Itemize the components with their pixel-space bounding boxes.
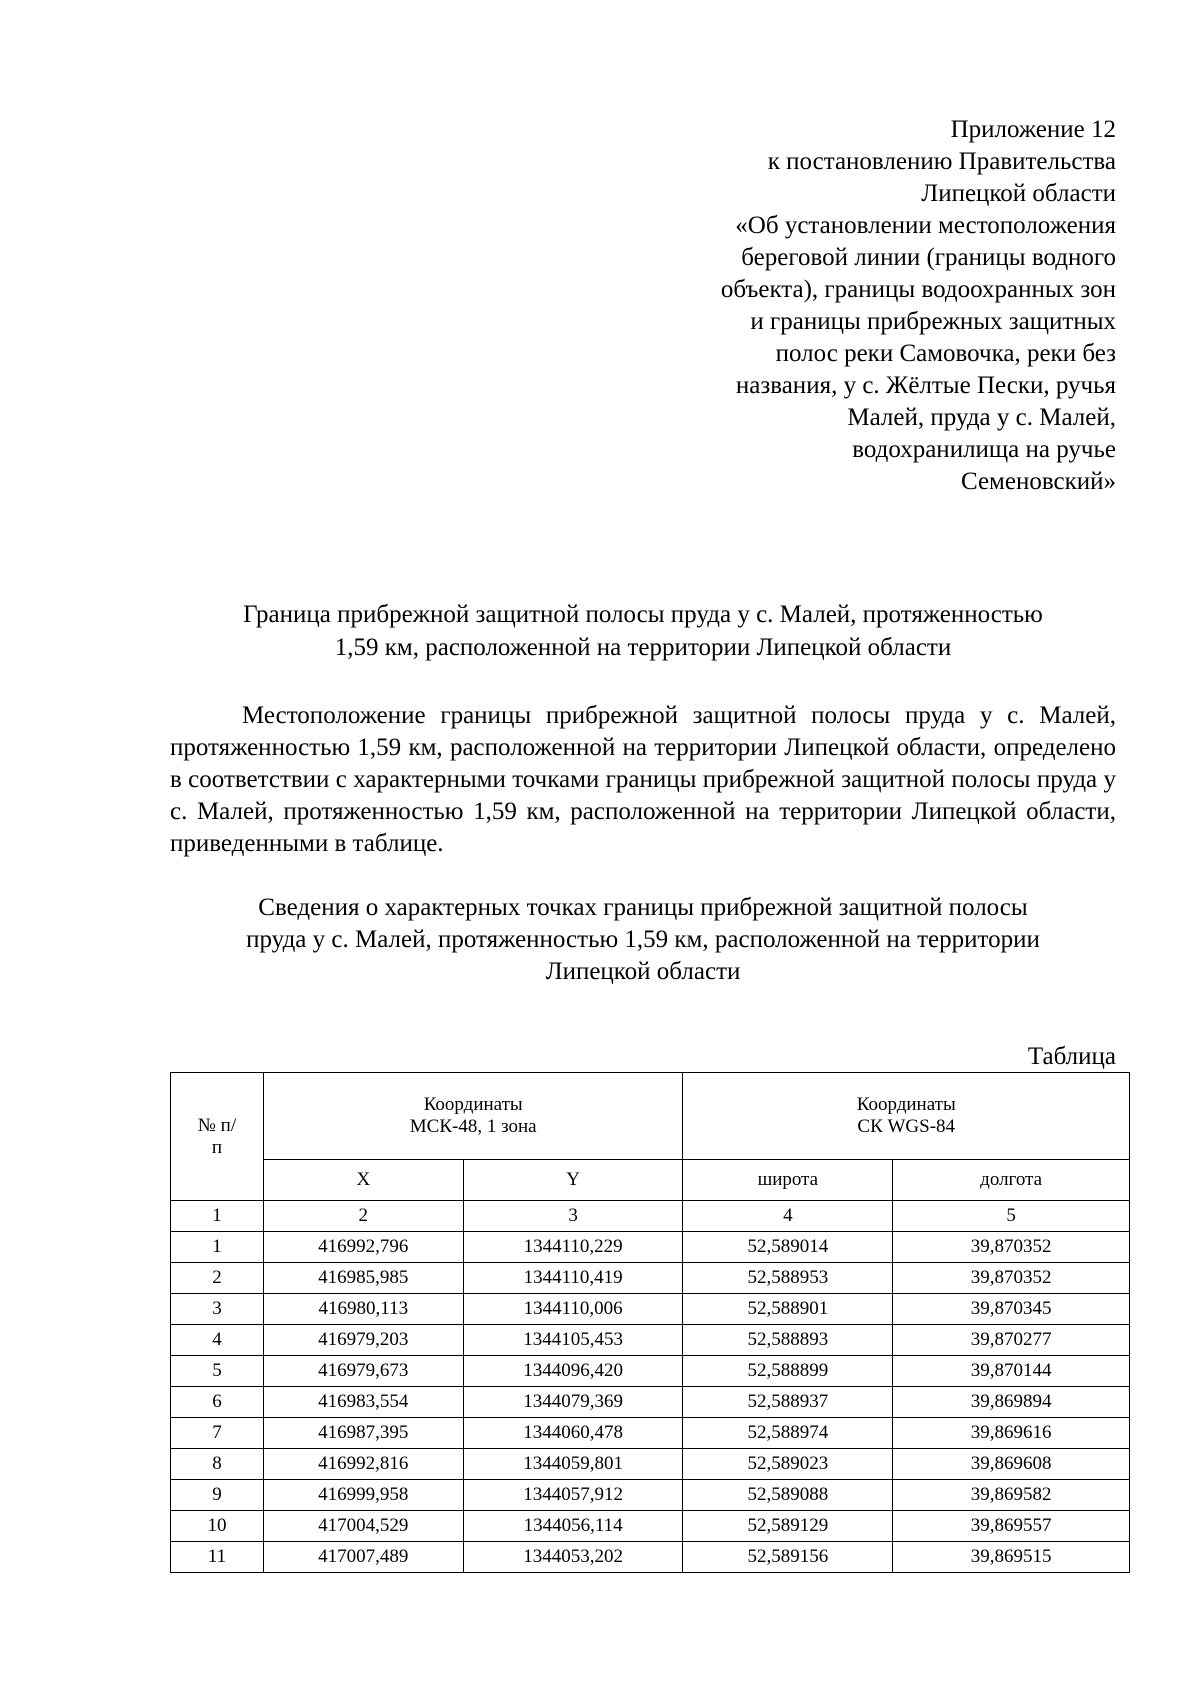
table-row: [171, 1294, 1130, 1325]
table-row: [171, 1232, 1130, 1263]
appendix-header: [556, 114, 1116, 498]
cell-num: 2: [171, 1263, 264, 1294]
cell-lat: 52,588953: [683, 1263, 893, 1294]
table-label: Таблица: [1027, 1043, 1116, 1070]
cell-num: 10: [171, 1511, 264, 1542]
cell-num: 4: [171, 1325, 264, 1356]
coordinates-table: [170, 1072, 1130, 1573]
cell-y: 1344053,202: [463, 1542, 683, 1573]
column-number: 5: [893, 1201, 1130, 1232]
cell-lon: 39,869557: [893, 1511, 1130, 1542]
header-wgs-group: [683, 1073, 1130, 1160]
document-title: [170, 598, 1116, 664]
table-row: [171, 1449, 1130, 1480]
header-x: X: [263, 1160, 463, 1201]
column-number: 4: [683, 1201, 893, 1232]
column-number-row: [171, 1201, 1130, 1232]
cell-num: 5: [171, 1356, 264, 1387]
header-num: [171, 1073, 264, 1201]
header-lon: долгота: [893, 1160, 1130, 1201]
header-y: Y: [463, 1160, 683, 1201]
cell-x: 416979,673: [263, 1356, 463, 1387]
table-title-line: Сведения о характерных точках границы прибрежной защитной полосы: [258, 894, 1028, 921]
cell-lon: 39,869582: [893, 1480, 1130, 1511]
cell-x: 416999,958: [263, 1480, 463, 1511]
body-paragraph: Местоположение границы прибрежной защитной полосы пруда у с. Малей, протяженностью 1,59 км, расположенной на территории Липецкой области, определено в соответствии с характерными точками границы прибрежной защитной полосы пруда у с. Малей, протяженностью 1,59 км, расположенной на территории Липецкой области, приведенными в таблице.: [170, 702, 1116, 857]
appendix-line: Семеновский»: [960, 468, 1116, 495]
cell-y: 1344110,229: [463, 1232, 683, 1263]
cell-y: 1344057,912: [463, 1480, 683, 1511]
cell-y: 1344110,419: [463, 1263, 683, 1294]
appendix-line: Малей, пруда у с. Малей,: [847, 404, 1116, 431]
cell-x: 416985,985: [263, 1263, 463, 1294]
table-title-line: пруда у с. Малей, протяженностью 1,59 км, расположенной на территории: [246, 926, 1040, 953]
appendix-line: и границы прибрежных защитных: [750, 308, 1116, 335]
cell-lon: 39,870277: [893, 1325, 1130, 1356]
cell-x: 417007,489: [263, 1542, 463, 1573]
header-lat: широта: [683, 1160, 893, 1201]
table-row: [171, 1511, 1130, 1542]
document-title-line: Граница прибрежной защитной полосы пруда у с. Малей, протяженностью: [243, 601, 1043, 628]
cell-lat: 52,589129: [683, 1511, 893, 1542]
table-row: [171, 1387, 1130, 1418]
cell-y: 1344110,006: [463, 1294, 683, 1325]
header-wgs-line2: СК WGS-84: [857, 1116, 956, 1137]
appendix-line: береговой линии (границы водного: [741, 244, 1116, 271]
table-title-line: Липецкой области: [545, 958, 741, 985]
appendix-line: Липецкой области: [921, 180, 1116, 207]
cell-lat: 52,588893: [683, 1325, 893, 1356]
cell-lon: 39,869894: [893, 1387, 1130, 1418]
cell-num: 3: [171, 1294, 264, 1325]
cell-y: 1344079,369: [463, 1387, 683, 1418]
cell-lat: 52,589156: [683, 1542, 893, 1573]
cell-x: 416987,395: [263, 1418, 463, 1449]
table-row: [171, 1356, 1130, 1387]
header-msk-group: [263, 1073, 683, 1160]
cell-num: 9: [171, 1480, 264, 1511]
header-msk-line2: МСК-48, 1 зона: [409, 1116, 537, 1137]
cell-lat: 52,589023: [683, 1449, 893, 1480]
cell-lon: 39,869616: [893, 1418, 1130, 1449]
cell-num: 6: [171, 1387, 264, 1418]
cell-y: 1344105,453: [463, 1325, 683, 1356]
column-number: 3: [463, 1201, 683, 1232]
cell-lon: 39,870352: [893, 1232, 1130, 1263]
cell-lat: 52,589088: [683, 1480, 893, 1511]
appendix-line: водохранилища на ручье: [852, 436, 1116, 463]
appendix-line: названия, у с. Жёлтые Пески, ручья: [735, 372, 1116, 399]
appendix-line: объекта), границы водоохранных зон: [720, 276, 1116, 303]
cell-lat: 52,589014: [683, 1232, 893, 1263]
header-num-label: № п/п: [197, 1114, 237, 1158]
cell-x: 416992,816: [263, 1449, 463, 1480]
cell-lon: 39,869515: [893, 1542, 1130, 1573]
table-row: [171, 1418, 1130, 1449]
column-number: 2: [263, 1201, 463, 1232]
header-wgs-line1: Координаты: [856, 1094, 956, 1115]
cell-lon: 39,870352: [893, 1263, 1130, 1294]
cell-num: 1: [171, 1232, 264, 1263]
cell-y: 1344059,801: [463, 1449, 683, 1480]
cell-num: 7: [171, 1418, 264, 1449]
table-row: [171, 1480, 1130, 1511]
cell-lat: 52,588974: [683, 1418, 893, 1449]
cell-lon: 39,870345: [893, 1294, 1130, 1325]
cell-lat: 52,588937: [683, 1387, 893, 1418]
appendix-line: Приложение 12: [950, 116, 1116, 143]
cell-y: 1344096,420: [463, 1356, 683, 1387]
appendix-line: «Об установлении местоположения: [735, 212, 1116, 239]
table-title: [170, 892, 1116, 988]
cell-lon: 39,870144: [893, 1356, 1130, 1387]
cell-y: 1344056,114: [463, 1511, 683, 1542]
cell-lat: 52,588901: [683, 1294, 893, 1325]
cell-x: 416979,203: [263, 1325, 463, 1356]
appendix-line: к постановлению Правительства: [767, 148, 1116, 175]
cell-num: 11: [171, 1542, 264, 1573]
column-number: 1: [171, 1201, 264, 1232]
cell-num: 8: [171, 1449, 264, 1480]
document-title-line: 1,59 км, расположенной на территории Липецкой области: [334, 634, 952, 661]
cell-x: 417004,529: [263, 1511, 463, 1542]
appendix-line: полос реки Самовочка, реки без: [775, 340, 1116, 367]
cell-x: 416980,113: [263, 1294, 463, 1325]
cell-y: 1344060,478: [463, 1418, 683, 1449]
cell-lat: 52,588899: [683, 1356, 893, 1387]
table-row: [171, 1325, 1130, 1356]
header-msk-line1: Координаты: [423, 1094, 523, 1115]
cell-x: 416992,796: [263, 1232, 463, 1263]
cell-lon: 39,869608: [893, 1449, 1130, 1480]
cell-x: 416983,554: [263, 1387, 463, 1418]
table-row: [171, 1263, 1130, 1294]
table-row: [171, 1542, 1130, 1573]
